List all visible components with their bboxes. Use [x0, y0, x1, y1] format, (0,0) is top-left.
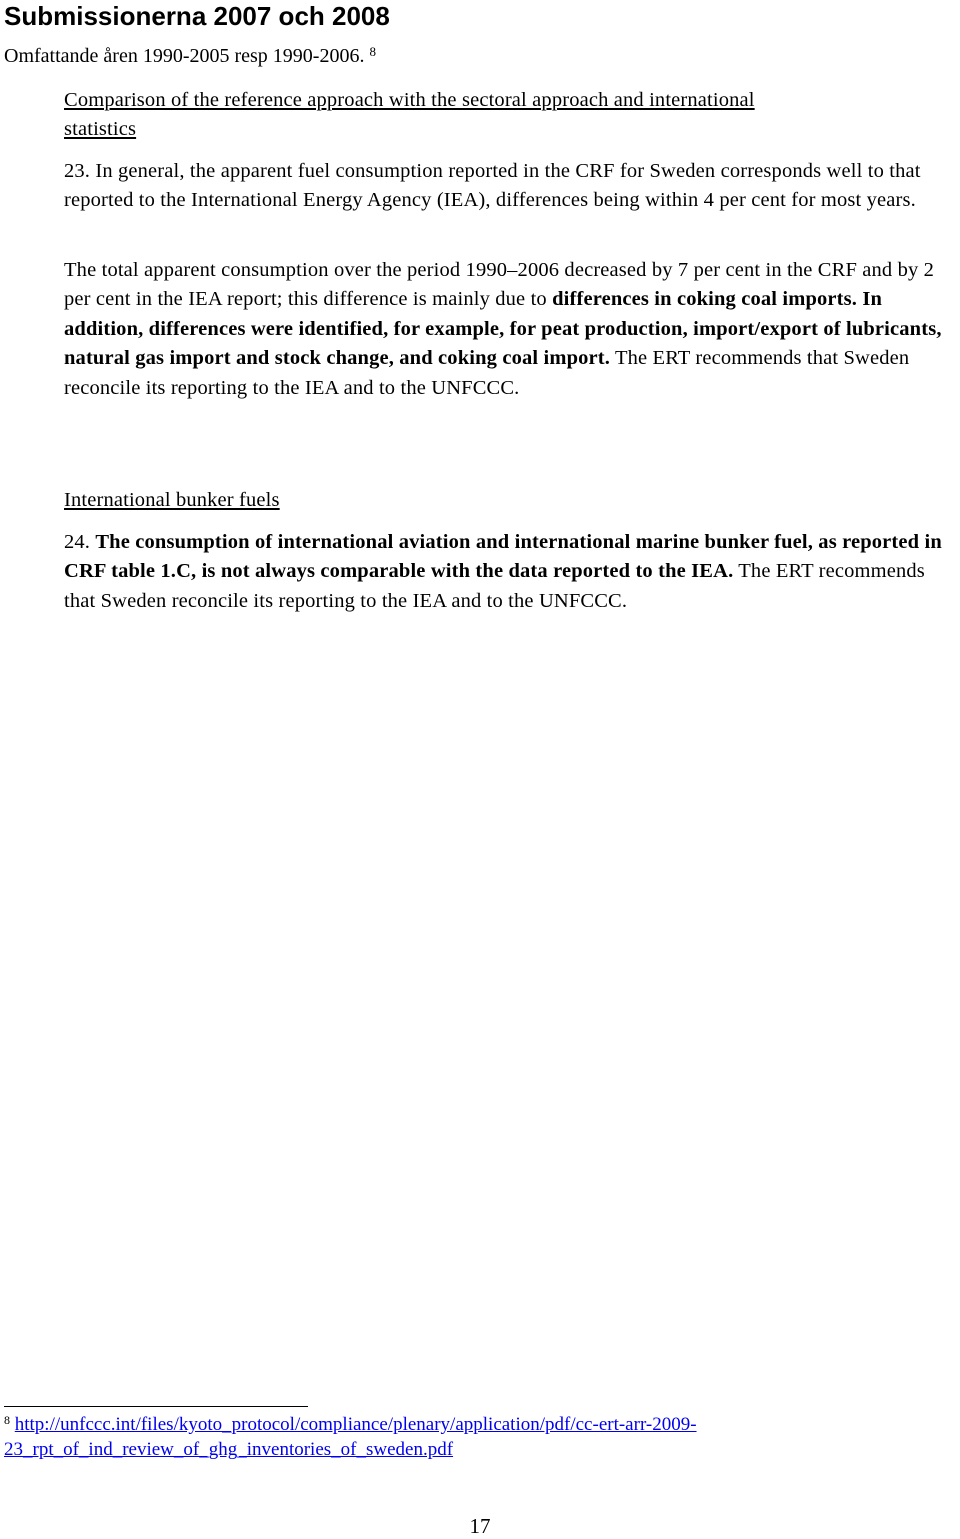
section-heading-comparison-line2: statistics: [64, 118, 137, 141]
subtitle-text: Omfattande åren 1990-2005 resp 1990-2006.: [4, 45, 365, 67]
paragraph-recommendation: The ERT recommends that Sweden reconcile its reporting to the IEA and to the UNFCCC.: [64, 560, 925, 612]
footnote-reference[interactable]: 8: [369, 44, 376, 59]
paragraph-text: The total apparent consumption over the period 1990–2006 decreased by 7 per cent in the CRF and by 2 per cent in the IEA report; this difference is mainly due to: [64, 259, 935, 311]
section-heading-bunker-text: International bunker fuels: [64, 489, 280, 511]
paragraph-number: 23.: [64, 160, 91, 182]
footnote-separator: [4, 1406, 308, 1407]
footnote: [4, 1413, 944, 1462]
page-number: 17: [469, 1514, 491, 1538]
footnote-marker: 8: [4, 1413, 10, 1427]
page-subtitle: [4, 43, 376, 71]
page-title: Submissionerna 2007 och 2008: [4, 1, 390, 31]
paragraph-23: [64, 157, 956, 216]
section-heading-comparison: [64, 86, 956, 145]
paragraph-total-consumption: [64, 256, 956, 403]
section-heading-bunker: [64, 486, 956, 515]
paragraph-text: In general, the apparent fuel consumption reported in the CRF for Sweden corresponds well to that reported to the International Energy Agency (IEA), differences being within 4 per cent for most years.: [64, 160, 921, 212]
paragraph-recommendation: The ERT recommends that Sweden reconcile its reporting to the IEA and to the UNFCCC.: [64, 347, 910, 399]
paragraph-number: 24.: [64, 531, 91, 553]
footnote-link[interactable]: http://unfccc.int/files/kyoto_protocol/compliance/plenary/application/pdf/cc-ert-arr-2009-23_rpt_of_ind_review_of_ghg_inventories_of_sweden.pdf: [4, 1414, 697, 1460]
paragraph-bold-text: The consumption of international aviation and international marine bunker fuel, as reported in CRF table 1.C, is not always comparable with the data reported to the IEA.: [64, 531, 942, 583]
section-heading-comparison-line1: Comparison of the reference approach with the sectoral approach and international: [64, 89, 755, 111]
paragraph-24: [64, 528, 956, 616]
paragraph-bold-text: differences in coking coal imports. In addition, differences were identified, for example, for peat production, import/export of lubricants, natural gas import and stock change, and coking coal import.: [64, 288, 942, 370]
